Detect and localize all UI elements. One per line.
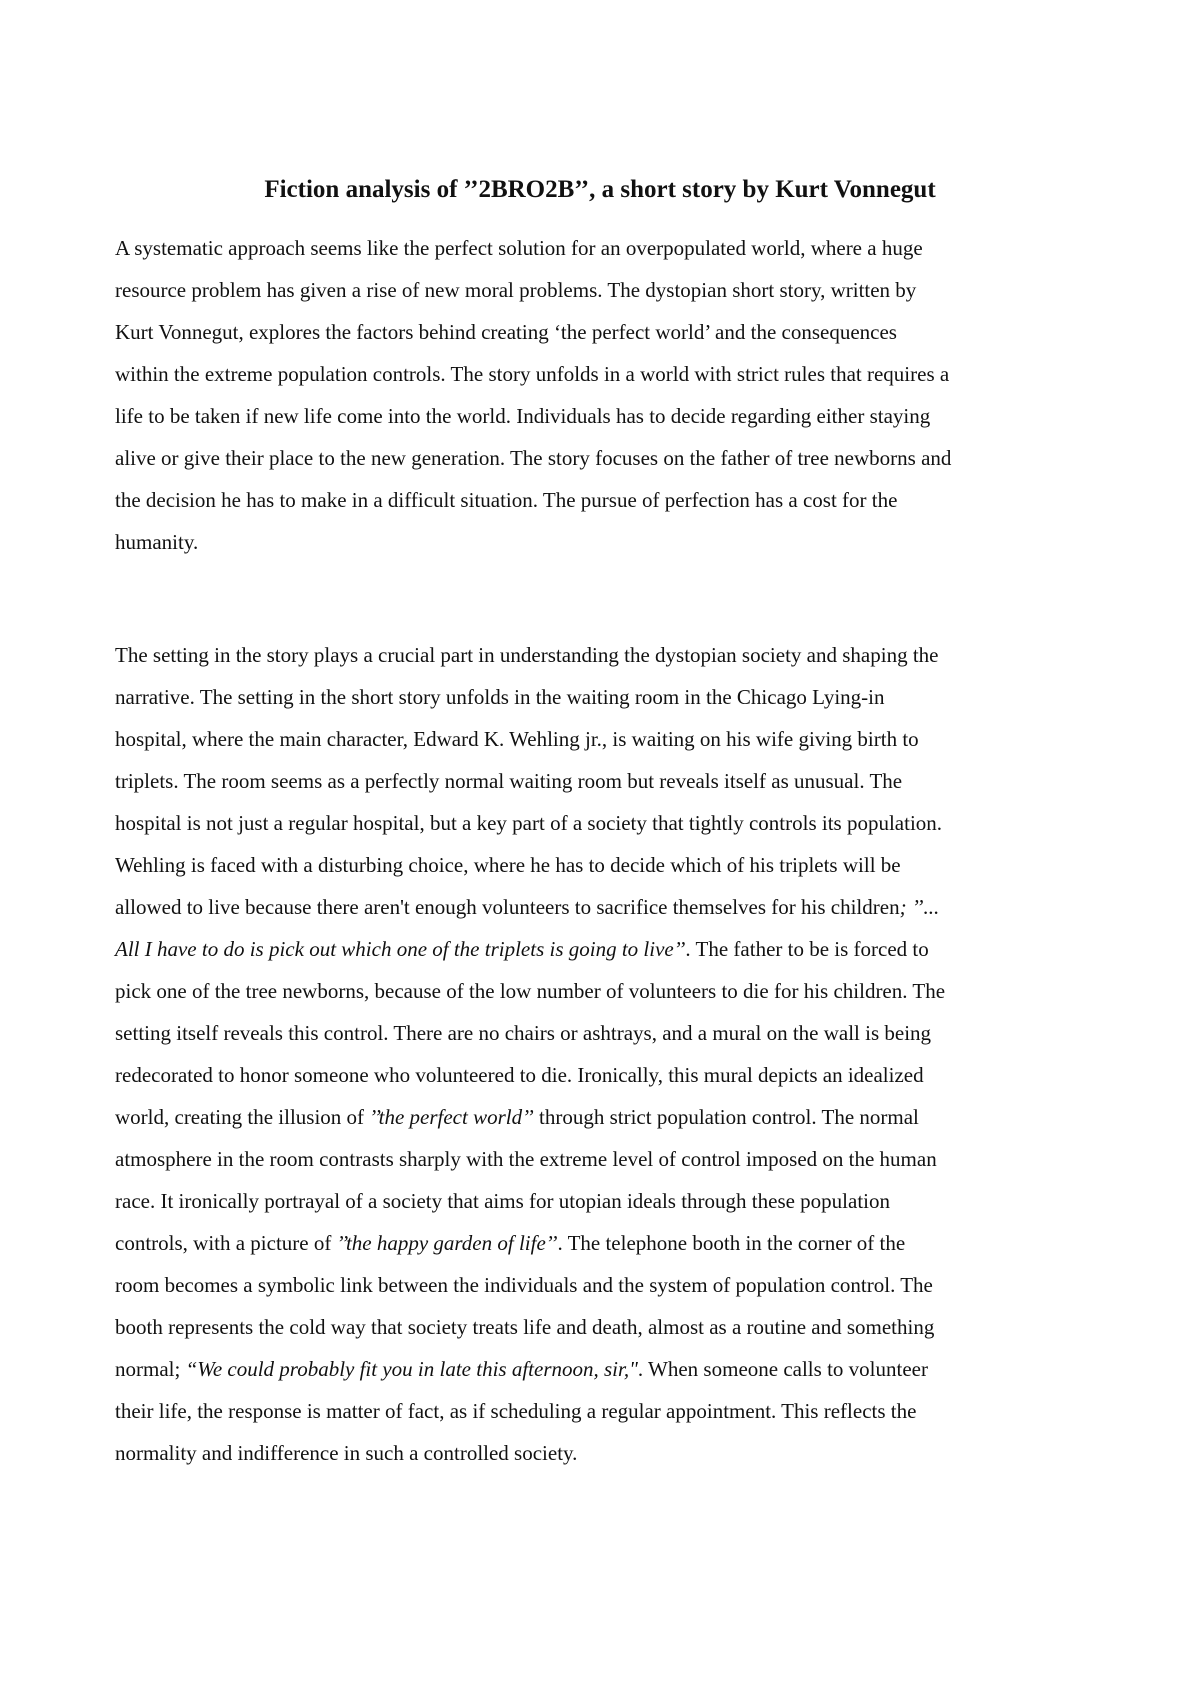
text-line: setting itself reveals this control. There are no chairs or ashtrays, and a mural on the wall is being [115,1021,932,1045]
text-line: resource problem has given a rise of new moral problems. The dystopian short story, written by [115,278,917,302]
paragraph-setting [115,634,1105,1474]
text-line: room becomes a symbolic link between the individuals and the system of population control. The [115,1273,933,1297]
text-line: hospital, where the main character, Edward K. Wehling jr., is waiting on his wife giving birth to [115,727,919,751]
text-segment: through strict population control. The normal [533,1105,919,1129]
text-line: Wehling is faced with a disturbing choice, where he has to decide which of his triplets will be [115,853,901,877]
quote-segment: ; ’’... [899,895,940,919]
text-line [115,1348,1105,1390]
text-line: normality and indifference in such a controlled society. [115,1441,578,1465]
paragraph-intro [115,227,1105,563]
text-line: The setting in the story plays a crucial part in understanding the dystopian society and shaping the [115,643,939,667]
text-segment: . The telephone booth in the corner of the [557,1231,906,1255]
text-line: within the extreme population controls. The story unfolds in a world with strict rules that requires a [115,362,950,386]
text-line: the decision he has to make in a difficult situation. The pursue of perfection has a cost for the [115,488,898,512]
text-line: narrative. The setting in the short story unfolds in the waiting room in the Chicago Lying-in [115,685,885,709]
text-line: booth represents the cold way that society treats life and death, almost as a routine and something [115,1315,935,1339]
text-segment: normal; [115,1357,186,1381]
text-segment: . When someone calls to volunteer [637,1357,928,1381]
text-line [115,1222,1105,1264]
text-line: triplets. The room seems as a perfectly normal waiting room but reveals itself as unusual. The [115,769,903,793]
text-line: atmosphere in the room contrasts sharply with the extreme level of control imposed on the human [115,1147,937,1171]
quote-segment: All I have to do is pick out which one of the triplets is going to live’’ [115,937,686,961]
text-line: life to be taken if new life come into the world. Individuals has to decide regarding either staying [115,404,931,428]
text-line [115,1096,1105,1138]
text-segment: world, creating the illusion of [115,1105,370,1129]
quote-segment: ’’the happy garden of life’’ [336,1231,558,1255]
text-line: their life, the response is matter of fact, as if scheduling a regular appointment. This reflects the [115,1399,917,1423]
text-line: redecorated to honor someone who volunteered to die. Ironically, this mural depicts an idealized [115,1063,924,1087]
document-title: Fiction analysis of ’’2BRO2B’’, a short story by Kurt Vonnegut [264,176,936,203]
text-line: humanity. [115,530,199,554]
text-line: pick one of the tree newborns, because of the low number of volunteers to die for his children. The [115,979,946,1003]
text-line [115,928,1105,970]
text-line: alive or give their place to the new generation. The story focuses on the father of tree newborns and [115,446,952,470]
text-line: hospital is not just a regular hospital, but a key part of a society that tightly controls its population. [115,811,943,835]
text-line: A systematic approach seems like the perfect solution for an overpopulated world, where a huge [115,236,923,260]
text-line [115,886,1105,928]
text-line: race. It ironically portrayal of a society that aims for utopian ideals through these population [115,1189,891,1213]
text-segment: controls, with a picture of [115,1231,337,1255]
text-segment: . The father to be is forced to [685,937,929,961]
quote-segment: ’’the perfect world’’ [369,1105,534,1129]
text-line: Kurt Vonnegut, explores the factors behind creating ‘the perfect world’ and the consequences [115,320,897,344]
quote-segment: “We could probably fit you in late this afternoon, sir," [185,1357,638,1381]
text-segment: allowed to live because there aren't enough volunteers to sacrifice themselves for his children [115,895,900,919]
